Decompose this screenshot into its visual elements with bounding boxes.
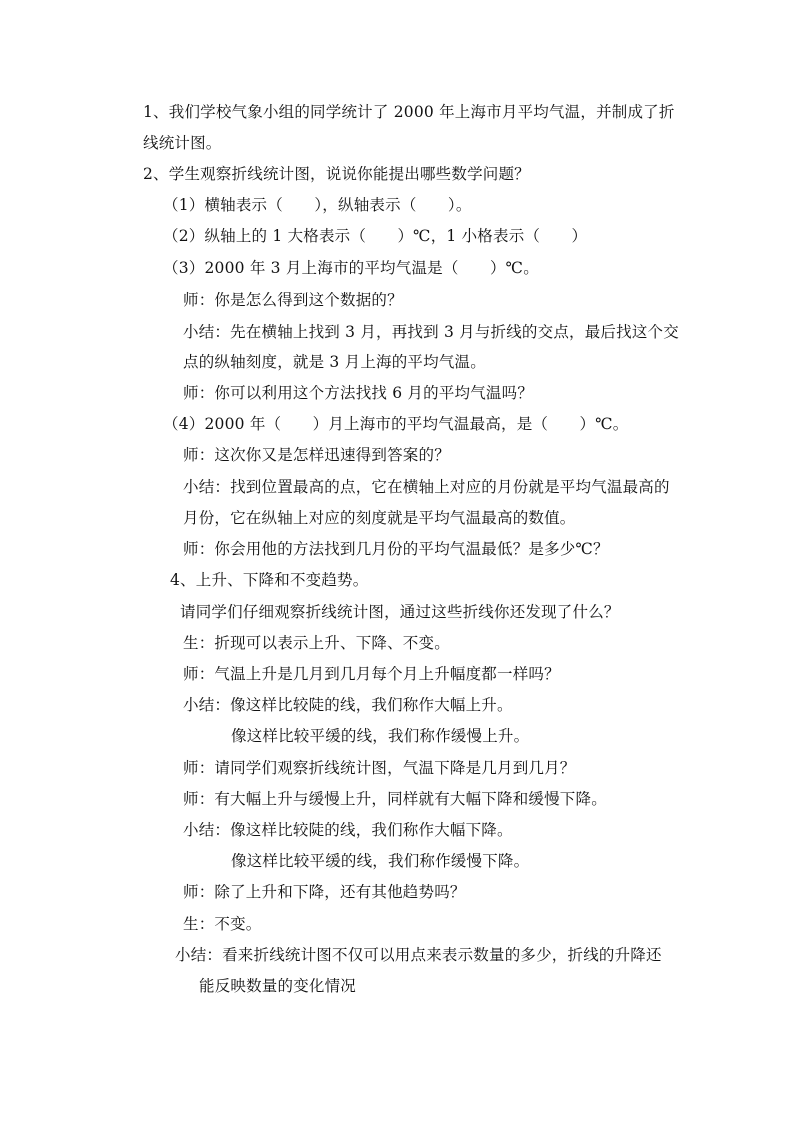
text-line: 师：除了上升和下降，还有其他趋势吗？ <box>183 883 466 901</box>
text-line: 2、学生观察折线统计图，说说你能提出哪些数学问题？ <box>143 165 530 183</box>
text-line: 小结：找到位置最高的点，它在横轴上对应的月份就是平均气温最高的 <box>183 478 670 496</box>
text-line: 4、上升、下降和不变趋势。 <box>170 571 369 589</box>
text-line: 点的纵轴刻度，就是 3 月上海的平均气温。 <box>183 353 486 371</box>
text-line: （4）2000 年（ ）月上海市的平均气温最高，是（ ）℃。 <box>163 415 629 433</box>
text-line: 生：折现可以表示上升、下降、不变。 <box>183 634 450 652</box>
text-line: 1、我们学校气象小组的同学统计了 2000 年上海市月平均气温，并制成了折 <box>143 103 675 121</box>
text-line: 生：不变。 <box>183 915 262 933</box>
text-line: 小结：看来折线统计图不仅可以用点来表示数量的多少，折线的升降还 <box>175 946 662 964</box>
text-line: 能反映数量的变化情况 <box>199 977 357 995</box>
text-line: 师：你可以利用这个方法找找 6 月的平均气温吗？ <box>183 384 534 402</box>
text-line: 像这样比较平缓的线，我们称作缓慢上升。 <box>231 727 530 745</box>
text-line: 师：气温上升是几月到几月每个月上升幅度都一样吗？ <box>183 665 560 683</box>
text-line: （3）2000 年 3 月上海市的平均气温是（ ）℃。 <box>163 259 539 277</box>
text-line: 小结：像这样比较陡的线，我们称作大幅上升。 <box>183 696 513 714</box>
text-line: 小结：先在横轴上找到 3 月，再找到 3 月与折线的交点，最后找这个交 <box>183 323 679 341</box>
text-line: 月份，它在纵轴上对应的刻度就是平均气温最高的数值。 <box>183 509 576 527</box>
text-line: 师：你是怎么得到这个数据的？ <box>183 291 403 309</box>
text-line: 像这样比较平缓的线，我们称作缓慢下降。 <box>231 852 530 870</box>
text-line: 师：有大幅上升与缓慢上升，同样就有大幅下降和缓慢下降。 <box>183 790 607 808</box>
text-line: 小结：像这样比较陡的线，我们称作大幅下降。 <box>183 821 513 839</box>
text-line: 请同学们仔细观察折线统计图，通过这些折线你还发现了什么？ <box>180 603 620 621</box>
text-line: （1）横轴表示（ ），纵轴表示（ ）。 <box>163 196 472 214</box>
text-line: 师：这次你又是怎样迅速得到答案的？ <box>183 446 450 464</box>
text-line: 师：请同学们观察折线统计图，气温下降是几月到几月？ <box>183 759 576 777</box>
text-line: 线统计图。 <box>143 134 222 152</box>
text-line: （2）纵轴上的 1 大格表示（ ）℃，1 小格表示（ ） <box>163 227 588 245</box>
text-line: 师：你会用他的方法找到几月份的平均气温最低？是多少℃？ <box>183 540 609 558</box>
